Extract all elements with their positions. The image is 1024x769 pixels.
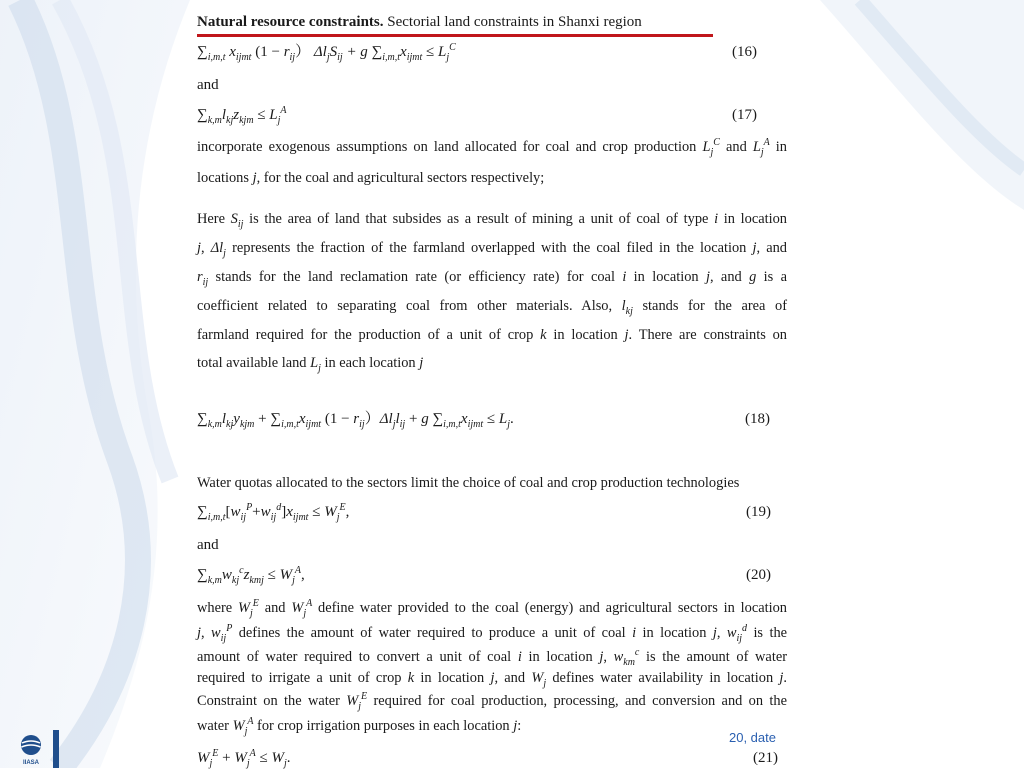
paragraph-4-line-5: Constraint on the water $W_j^E$ required for coal production, processing, and conversion and on the [197,691,787,712]
equation-number-21: (21) [753,750,778,766]
equation-20: $\sum_{k,m}w_{kj}^cz_{kmj} \le W_j^A$, [197,565,305,586]
equation-number-17: (17) [732,107,757,123]
title-rule [197,34,713,37]
paragraph-2-line-4: coefficient related to separating coal from other materials. Also, $l_{kj}$ stands for the area of [197,298,787,317]
paragraph-3: Water quotas allocated to the sectors limit the choice of coal and crop production technologies [197,475,740,491]
slide-title [197,12,642,32]
slide-content [197,0,797,768]
paragraph-2-line-5: farmland required for the production of a unit of crop k in location j. There are constraints on [197,327,788,343]
paragraph-2-line-2: j, $\Delta l_j$ represents the fraction of the farmland overlapped with the coal filed in the location j, and [197,240,787,259]
footer-date: 20, date [729,730,776,745]
paragraph-1-line-1: incorporate exogenous assumptions on land allocated for coal and crop production $L_j^C$ and $L_j^A$ in [197,137,787,158]
logo-text: IIASA [22,760,40,766]
and-label-1: and [197,77,219,93]
paragraph-4-line-4: required to irrigate a unit of crop k in location j, and $W_j$ defines water availability in location j. [197,670,788,689]
paragraph-1-line-2: locations j, for the coal and agricultural sectors respectively; [197,170,545,186]
equation-16: $\sum_{i,m,t}$ $x_{ijmt}$ $(1 - r_{ij})$ $\Delta l_jS_{ij} + g$ $\sum_{i,m,t}x_{ijmt} \le L_j^C$ [197,42,456,63]
equation-17: $\sum_{k,m}l_{kj}z_{kjm} \le L_j^A$ [197,105,287,126]
and-label-2: and [197,537,219,553]
equation-number-19: (19) [746,504,771,520]
paragraph-4-line-6: water $W_j^A$ for crop irrigation purposes in each location j: [197,716,522,737]
paragraph-4-line-2: j, $w_{ij}^P$ defines the amount of water required to produce a unit of coal i in location j, $w_{ij}^d$ is the [197,623,788,644]
equation-19: $\sum_{i,m,t}[w_{ij}^P+w_{ij}^d]x_{ijmt} \le W_j^E$, [197,502,350,523]
equation-18: $\sum_{k,m}l_{kj}y_{kjm} + \sum_{i,m,t}x_{ijmt}$ $(1 - r_{ij})\Delta l_jl_{ij} + g$ $\sum_{i,m,t}x_{ijmt} \le L_j$. [197,411,514,430]
iiasa-logo-icon [18,730,62,768]
equation-number-16: (16) [732,44,757,60]
paragraph-2-line-6: total available land $L_j$ in each location j [197,355,424,374]
title-rest: Sectorial land constraints in Shanxi region [383,14,642,30]
paragraph-4-line-3: amount of water required to convert a unit of coal i in location j, $w_{km}^c$ is the amount of water [197,647,788,668]
equation-number-18: (18) [745,411,770,427]
equation-number-20: (20) [746,567,771,583]
paragraph-4-line-1: where $W_j^E$ and $W_j^A$ define water provided to the coal (energy) and agricultural sectors in location [197,598,787,619]
equation-21: $W_j^E + W_j^A \le W_j$. [197,748,291,769]
paragraph-2-line-1: Here $S_{ij}$ is the area of land that subsides as a result of mining a unit of coal of type i in location [197,211,787,230]
paragraph-2-line-3: $r_{ij}$ stands for the land reclamation rate (or efficiency rate) for coal i in location j, and g is a [197,269,787,288]
title-bold: Natural resource constraints. [197,14,384,30]
